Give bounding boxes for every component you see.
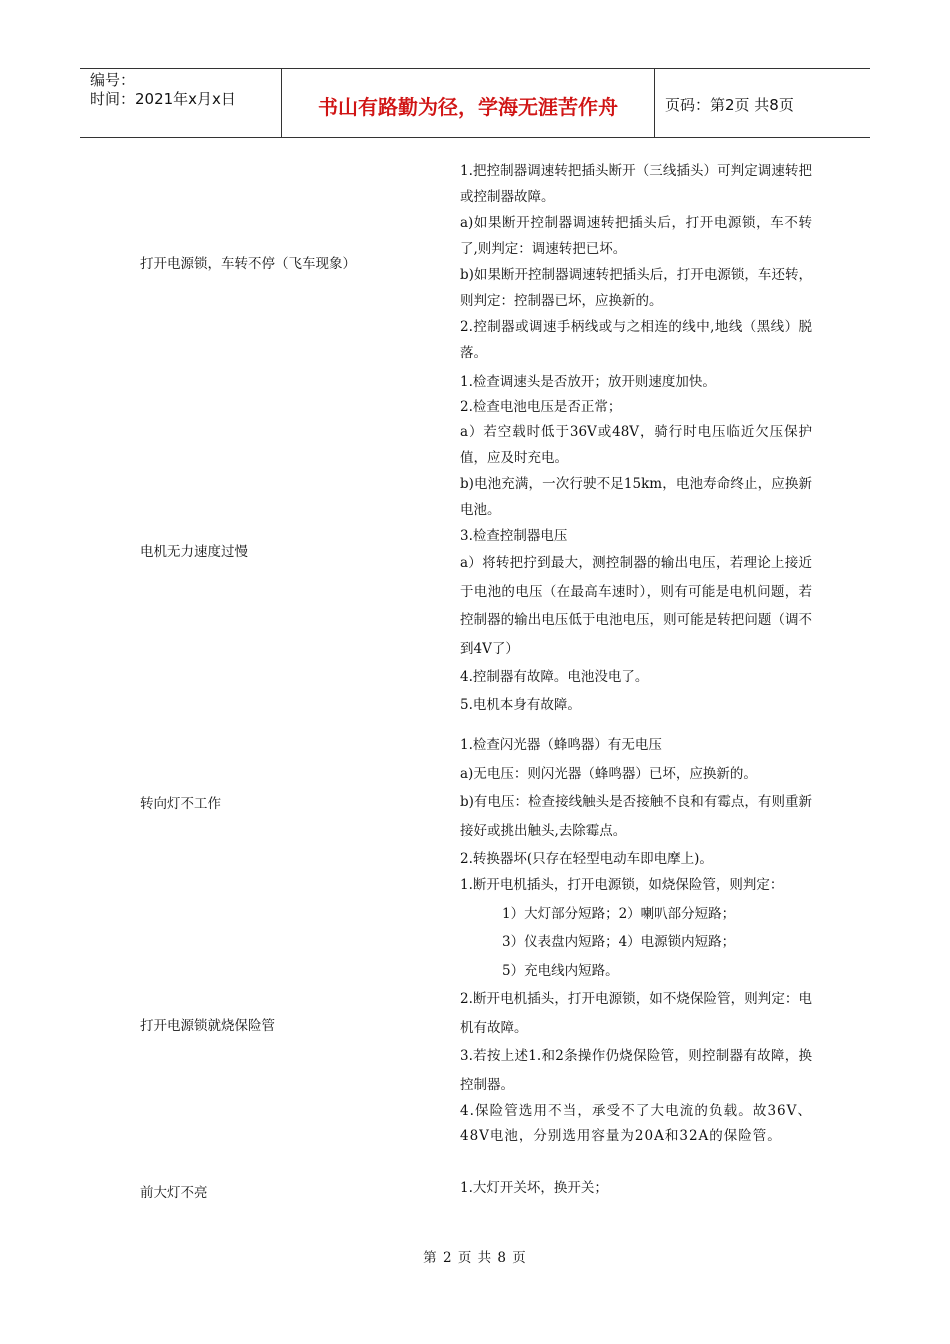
solution-line: 3.若按上述1.和2条操作仍烧保险管，则控制器有故障，换控制器。 — [460, 1048, 812, 1093]
solution-line: a）将转把拧到最大，测控制器的输出电压，若理论上接近于电池的电压（在最高车速时），则有可能是电机问题，若控制器的输出电压低于电池电压，则可能是转把问题（调不到4V了） — [460, 555, 812, 657]
solution-line: 1.检查调速头是否放开；放开则速度加快。 — [460, 374, 716, 390]
solution-line: 5.电机本身有故障。 — [460, 696, 581, 713]
fault-solution — [460, 1175, 812, 1201]
solution-line: 4.控制器有故障。电池没电了。 — [460, 669, 649, 685]
solution-line: b)如果断开控制器调速转把插头后，打开电源锁，车还转，则判定：控制器已坏，应换新的。 — [460, 267, 812, 309]
document-date-label: 时间：2021年x月x日 — [90, 90, 236, 108]
solution-line: 4.保险管选用不当，承受不了大电流的负载。故36V、48V电池，分别选用容量为20A和32A的保险管。 — [460, 1103, 812, 1144]
solution-line: a)如果断开控制器调速转把插头后，打开电源锁，车不转了,则判定：调速转把已坏。 — [460, 215, 812, 257]
fault-solution — [460, 370, 812, 718]
fault-solution — [460, 871, 812, 1148]
page-footer: 第 2 页 共 8 页 — [423, 1250, 527, 1266]
solution-line: 2.断开电机插头，打开电源锁，如不烧保险管，则判定：电机有故障。 — [460, 991, 812, 1036]
solution-line: 5）充电线内短路。 — [502, 962, 619, 979]
solution-line: 1.断开电机插头，打开电源锁，如烧保险管，则判定： — [460, 877, 784, 893]
solution-line: 1.把控制器调速转把插头断开（三线插头）可判定调速转把或控制器故障。 — [460, 163, 812, 205]
header-left-cell — [80, 69, 282, 137]
header-page-indicator: 页码：第2页 共8页 — [665, 95, 794, 114]
fault-title: 电机无力速度过慢 — [140, 544, 248, 560]
fault-solution — [460, 158, 812, 366]
fault-title: 打开电源锁就烧保险管 — [140, 1018, 275, 1034]
header-motto: 书山有路勤为径，学海无涯苦作舟 — [282, 69, 655, 137]
solution-line: a）若空载时低于36V或48V，骑行时电压临近欠压保护值，应及时充电。 — [460, 424, 812, 466]
solution-line: b)电池充满，一次行驶不足15km，电池寿命终止，应换新电池。 — [460, 476, 812, 518]
solution-line: 3）仪表盘内短路；4）电源锁内短路； — [502, 934, 736, 950]
page-header — [80, 68, 870, 138]
fault-title: 打开电源锁，车转不停（飞车现象） — [140, 256, 356, 272]
document-number-label: 编号： — [90, 71, 136, 89]
fault-title: 转向灯不工作 — [140, 796, 221, 812]
solution-line: 1）大灯部分短路；2）喇叭部分短路； — [502, 905, 736, 922]
solution-line: a)无电压：则闪光器（蜂鸣器）已坏，应换新的。 — [460, 765, 757, 782]
fault-title: 前大灯不亮 — [140, 1185, 208, 1201]
solution-line: 2.转换器坏(只存在轻型电动车即电摩上)。 — [460, 851, 713, 867]
solution-line: 3.检查控制器电压 — [460, 528, 568, 544]
solution-line: b)有电压：检查接线触头是否接触不良和有霉点，有则重新接好或挑出触头,去除霉点。 — [460, 794, 812, 839]
solution-line: 2.控制器或调速手柄线或与之相连的线中,地线（黑线）脱落。 — [460, 319, 812, 361]
fault-solution — [460, 731, 812, 874]
solution-line: 1.大灯开关坏，换开关； — [460, 1180, 608, 1196]
solution-line: 1.检查闪光器（蜂鸣器）有无电压 — [460, 737, 662, 753]
solution-line: 2.检查电池电压是否正常； — [460, 398, 622, 415]
